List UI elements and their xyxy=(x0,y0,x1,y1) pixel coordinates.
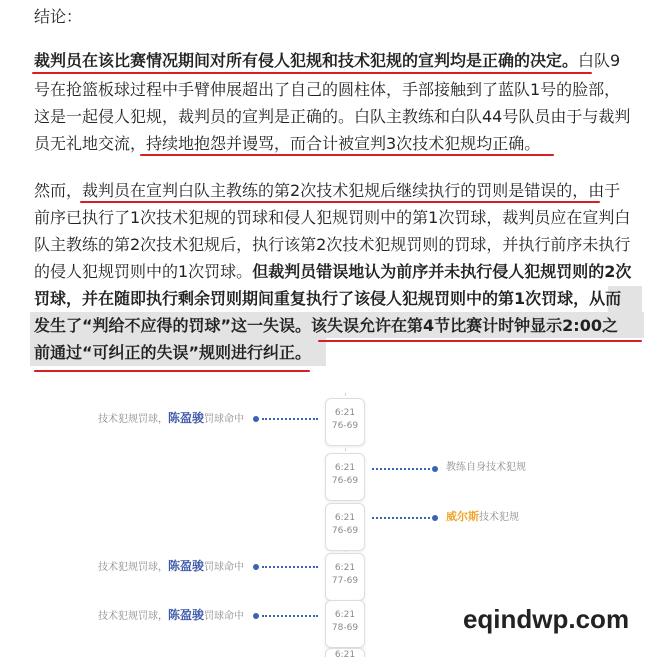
red-underline-2 xyxy=(140,154,554,156)
red-underline-5 xyxy=(34,370,310,372)
paragraph-1-line-3: 这是一起侵人犯规，裁判员的宣判是正确的。白队主教练和白队44号队员由于与裁判 xyxy=(34,107,631,126)
timeline-connector xyxy=(372,468,430,470)
watermark: eqindwp.com xyxy=(432,588,660,650)
paragraph-2-line-3: 队主教练的第2次技术犯规后，执行该第2次技术犯规罚则的罚球，并执行前序未执行 xyxy=(34,235,631,254)
timeline-event-text: 技术犯规罚球，陈盈骏罚球命中 xyxy=(98,559,245,573)
timeline-connector xyxy=(262,615,318,617)
timeline-connector xyxy=(372,517,430,519)
paragraph-2-line-4: 的侵人犯规罚则中的1次罚球。但裁判员错误地认为前序并未执行侵人犯规罚则的2次 xyxy=(34,262,632,281)
timeline-event-text: 技术犯规罚球，陈盈骏罚球命中 xyxy=(98,411,245,425)
timeline-dot xyxy=(432,466,438,472)
verdict-error-text: 裁判员在宣判白队主教练的第2次技术犯规后继续执行的罚则是错误的 xyxy=(82,181,573,200)
timeline-dot xyxy=(253,564,259,570)
paragraph-1-line-2: 号在抢篮板球过程中手臂伸展超出了自己的圆柱体，手部接触到了蓝队1号的脸部， xyxy=(34,80,621,99)
red-underline-4 xyxy=(318,340,642,342)
timeline-dot xyxy=(253,416,259,422)
timeline-node: 6:21 78-69 xyxy=(325,600,365,648)
red-underline-1 xyxy=(32,72,592,74)
timeline-node: 6:21 77-69 xyxy=(325,553,365,601)
player-name: 陈盈骏 xyxy=(168,559,205,573)
timeline-node: 6:21 76-69 xyxy=(325,503,365,551)
timeline-node: 6:21 xyxy=(325,648,365,657)
red-underline-3 xyxy=(80,201,600,203)
paragraph-2-line-7: 前通过“可纠正的失误”规则进行纠正。 xyxy=(34,343,312,362)
timeline-event-text: 威尔斯技术犯规 xyxy=(446,510,519,523)
verdict-correct-text: 裁判员在该比赛情况期间对所有侵人犯规和技术犯规的宣判均是正确的决定。 xyxy=(34,51,579,70)
paragraph-1-line-4: 员无礼地交流，持续地抱怨并谩骂，而合计被宣判3次技术犯规均正确。 xyxy=(34,134,541,153)
timeline-node: 6:21 76-69 xyxy=(325,453,365,501)
conclusion-heading: 结论： xyxy=(34,7,83,26)
timeline-connector xyxy=(262,566,318,568)
paragraph-2-line-1: 然而，裁判员在宣判白队主教练的第2次技术犯规后继续执行的罚则是错误的，由于 xyxy=(34,181,621,200)
timeline-event-text: 技术犯规罚球，陈盈骏罚球命中 xyxy=(98,608,245,622)
timeline-dot xyxy=(253,613,259,619)
timeline-event-text: 教练自身技术犯规 xyxy=(446,462,526,473)
timeline-connector xyxy=(262,418,318,420)
player-name: 陈盈骏 xyxy=(168,411,205,425)
timeline-dot xyxy=(432,515,438,521)
timeline-node: 6:21 76-69 xyxy=(325,398,365,446)
player-name: 威尔斯 xyxy=(446,510,479,523)
paragraph-1-line-1: 裁判员在该比赛情况期间对所有侵人犯规和技术犯规的宣判均是正确的决定。白队9 xyxy=(34,51,621,70)
player-name: 陈盈骏 xyxy=(168,608,205,622)
paragraph-2-line-2: 前序已执行了1次技术犯规的罚球和侵人犯规罚则中的第1次罚球，裁判员应在宣判白 xyxy=(34,208,631,227)
paragraph-2-line-6: 发生了“判给不应得的罚球”这一失误。该失误允许在第4节比赛计时钟显示2:00之 xyxy=(34,316,618,335)
paragraph-2-line-5: 罚球，并在随即执行剩余罚则期间重复执行了该侵人犯规罚则中的第1次罚球，从而 xyxy=(34,289,622,308)
